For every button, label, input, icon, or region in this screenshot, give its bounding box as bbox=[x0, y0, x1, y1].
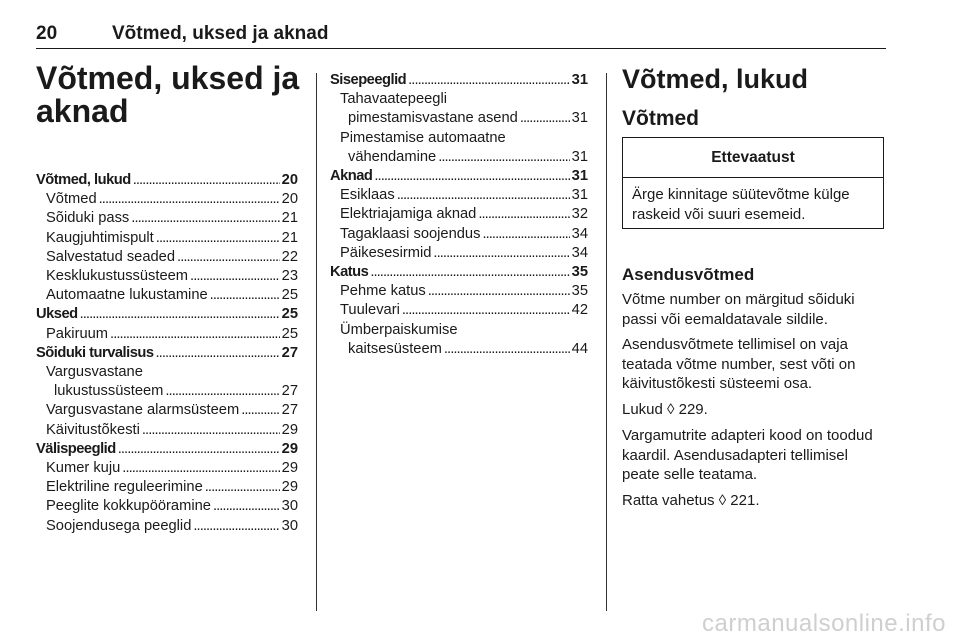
toc-page-number: 23 bbox=[281, 268, 298, 285]
subsection-heading: Võtmed bbox=[622, 107, 700, 130]
toc-page-number: 42 bbox=[571, 302, 588, 319]
toc-leader-dots bbox=[133, 171, 280, 190]
toc-leader-dots bbox=[193, 517, 279, 536]
toc-leader-dots bbox=[370, 263, 569, 282]
toc-entry-label: Tuulevari bbox=[340, 302, 400, 319]
toc-leader-dots bbox=[156, 344, 280, 363]
toc-entry-label: Pakiruum bbox=[46, 325, 109, 342]
toc-page-number: 29 bbox=[281, 440, 298, 457]
toc-entry bbox=[36, 401, 298, 420]
toc-page-number: 31 bbox=[571, 72, 588, 88]
subheading-replacement-keys: Asendusvõtmed bbox=[622, 265, 755, 284]
toc-leader-dots bbox=[402, 301, 570, 320]
toc-leader-dots bbox=[118, 440, 280, 459]
toc-leader-dots bbox=[131, 209, 279, 228]
toc-leader-dots bbox=[433, 244, 569, 263]
toc-entry bbox=[36, 325, 298, 344]
toc-page-number: 32 bbox=[571, 206, 588, 223]
toc-entry-label: kaitsesüsteem bbox=[348, 340, 442, 357]
toc-entry bbox=[36, 363, 298, 382]
toc-page-number: 35 bbox=[571, 264, 588, 281]
toc-entry bbox=[330, 282, 588, 301]
paragraph-5: Ratta vahetus ◊ 221. bbox=[622, 492, 760, 509]
toc-entry bbox=[330, 225, 588, 244]
toc-entry bbox=[330, 321, 588, 340]
toc-section-entry bbox=[330, 167, 588, 186]
toc-entry bbox=[330, 109, 588, 128]
toc-entry bbox=[330, 148, 588, 167]
toc-entry-label: Välispeeglid bbox=[36, 440, 116, 457]
toc-page-number: 21 bbox=[281, 210, 298, 227]
toc-leader-dots bbox=[374, 167, 569, 186]
toc-entry-label: Elektriajamiga aknad bbox=[340, 206, 477, 223]
toc-entry bbox=[36, 229, 298, 248]
toc-page-number: 29 bbox=[281, 460, 298, 477]
warning-title: Ettevaatust bbox=[623, 138, 883, 178]
toc-section-entry bbox=[36, 344, 298, 363]
toc-entry bbox=[36, 267, 298, 286]
toc-entry-label: Tahavaatepeegli bbox=[340, 91, 447, 108]
paragraph-4: Vargamutrite adapteri kood on toodud kaardil. Asendusadapteri tellimisel peate selle teatama. bbox=[622, 427, 873, 483]
toc-leader-dots bbox=[99, 190, 280, 209]
toc-leader-dots bbox=[428, 282, 570, 301]
toc-section-entry bbox=[36, 305, 298, 324]
toc-page-number: 20 bbox=[281, 191, 298, 208]
toc-leader-dots bbox=[210, 286, 280, 305]
toc-entry-label: Sõiduki turvalisus bbox=[36, 344, 154, 361]
toc-section-entry bbox=[36, 440, 298, 459]
toc-entry-label: Tagaklaasi soojendus bbox=[340, 225, 481, 242]
toc-page-number: 25 bbox=[281, 306, 298, 323]
toc-page-number: 27 bbox=[281, 344, 298, 361]
toc-leader-dots bbox=[205, 478, 280, 497]
toc-section-entry bbox=[36, 171, 298, 190]
page-header bbox=[36, 8, 886, 49]
toc-entry bbox=[36, 209, 298, 228]
toc-leader-dots bbox=[190, 267, 280, 286]
toc-entry bbox=[36, 248, 298, 267]
toc-page-number: 31 bbox=[571, 110, 588, 127]
toc-section-entry bbox=[330, 263, 588, 282]
toc-leader-dots bbox=[408, 71, 570, 90]
toc-page-number: 31 bbox=[571, 187, 588, 204]
toc-entry-label: Elektriline reguleerimine bbox=[46, 479, 203, 496]
toc-leader-dots bbox=[520, 109, 570, 128]
toc-entry-label: Pehme katus bbox=[340, 283, 426, 300]
toc-entry-label: Esiklaas bbox=[340, 187, 395, 204]
toc-entry-label: Salvestatud seaded bbox=[46, 248, 176, 265]
page-number: 20 bbox=[36, 23, 58, 44]
toc-entry-label: Võtmed, lukud bbox=[36, 172, 131, 188]
toc-section-entry bbox=[330, 71, 588, 90]
toc-entry bbox=[330, 129, 588, 148]
toc-page-number: 22 bbox=[281, 248, 298, 265]
toc-leader-dots bbox=[241, 401, 279, 420]
toc-page-number: 35 bbox=[571, 283, 588, 300]
toc-leader-dots bbox=[177, 248, 280, 267]
toc-page-number: 21 bbox=[281, 229, 298, 246]
toc-leader-dots bbox=[80, 305, 280, 324]
toc-page-number: 31 bbox=[571, 148, 588, 165]
toc-entry-label: Kesklukustussüsteem bbox=[46, 268, 189, 285]
paragraph-2: Asendusvõtmete tellimisel on vaja teatada võtme number, sest võti on käivitustõkesti süsteemi osa. bbox=[622, 336, 856, 392]
watermark: carmanualsonline.info bbox=[702, 610, 946, 637]
toc-leader-dots bbox=[110, 325, 280, 344]
toc-page-number: 25 bbox=[281, 325, 298, 342]
toc-entry-label: Võtmed bbox=[46, 191, 97, 208]
toc-page-number: 27 bbox=[281, 402, 298, 419]
paragraph-1: Võtme number on märgitud sõiduki passi või eemaldatavale sildile. bbox=[622, 291, 855, 328]
running-title: Võtmed, uksed ja aknad bbox=[112, 23, 329, 44]
toc-page-number: 34 bbox=[571, 225, 588, 242]
toc-entry bbox=[36, 497, 298, 516]
toc-entry-label: Käivitustõkesti bbox=[46, 421, 140, 438]
chapter-title: Võtmed, uksed ja aknad bbox=[36, 60, 300, 129]
toc-entry-label: Pimestamise automaatne bbox=[340, 129, 506, 146]
toc-entry-label: Katus bbox=[330, 264, 369, 281]
toc-entry bbox=[330, 205, 588, 224]
toc-entry bbox=[36, 421, 298, 440]
toc-entry bbox=[330, 244, 588, 263]
toc-entry-label: Soojendusega peeglid bbox=[46, 517, 192, 534]
toc-page-number: 34 bbox=[571, 244, 588, 261]
toc-page-number: 20 bbox=[281, 172, 298, 188]
toc-page-number: 27 bbox=[281, 383, 298, 400]
toc-leader-dots bbox=[478, 205, 569, 224]
toc-entry-label: pimestamisvastane asend bbox=[348, 110, 518, 127]
toc-leader-dots bbox=[156, 229, 280, 248]
toc-entry-label: Kaugjuhtimispult bbox=[46, 229, 154, 246]
toc-entry-label: lukustussüsteem bbox=[54, 383, 164, 400]
toc-column-1 bbox=[36, 171, 298, 536]
toc-entry-label: Automaatne lukustamine bbox=[46, 287, 208, 304]
warning-box bbox=[622, 137, 884, 229]
toc-entry bbox=[36, 286, 298, 305]
toc-leader-dots bbox=[397, 186, 570, 205]
toc-entry bbox=[330, 340, 588, 359]
toc-entry bbox=[36, 382, 298, 401]
toc-page-number: 31 bbox=[571, 168, 588, 185]
column-divider-1 bbox=[316, 73, 317, 611]
toc-leader-dots bbox=[213, 497, 280, 516]
toc-entry-label: Ümberpaiskumise bbox=[340, 321, 458, 338]
toc-leader-dots bbox=[142, 421, 280, 440]
toc-page-number: 30 bbox=[281, 517, 298, 534]
toc-entry-label: Sõiduki pass bbox=[46, 210, 130, 227]
toc-entry bbox=[36, 459, 298, 478]
toc-entry bbox=[330, 90, 588, 109]
toc-entry-label: Päikesesirmid bbox=[340, 244, 432, 261]
toc-leader-dots bbox=[122, 459, 279, 478]
toc-leader-dots bbox=[165, 382, 279, 401]
toc-entry-label: Sisepeeglid bbox=[330, 72, 407, 88]
toc-leader-dots bbox=[482, 225, 569, 244]
toc-page-number: 29 bbox=[281, 421, 298, 438]
toc-page-number: 30 bbox=[281, 498, 298, 515]
toc-column-2 bbox=[330, 71, 588, 359]
toc-entry bbox=[36, 478, 298, 497]
toc-entry-label: Vargusvastane bbox=[46, 364, 143, 381]
toc-entry-label: Peeglite kokkupööramine bbox=[46, 498, 211, 515]
toc-leader-dots bbox=[438, 148, 569, 167]
toc-entry-label: Uksed bbox=[36, 306, 78, 323]
toc-page-number: 44 bbox=[571, 340, 588, 357]
warning-text: Ärge kinnitage süütevõtme külge raskeid või suuri esemeid. bbox=[632, 186, 850, 223]
toc-page-number: 29 bbox=[281, 479, 298, 496]
toc-entry bbox=[36, 190, 298, 209]
toc-page-number: 25 bbox=[281, 287, 298, 304]
toc-entry bbox=[36, 517, 298, 536]
column-divider-2 bbox=[606, 73, 607, 611]
toc-entry bbox=[330, 186, 588, 205]
section-heading: Võtmed, lukud bbox=[622, 64, 809, 94]
toc-entry-label: Kumer kuju bbox=[46, 460, 121, 477]
paragraph-3: Lukud ◊ 229. bbox=[622, 401, 708, 418]
toc-entry-label: Aknad bbox=[330, 168, 373, 185]
toc-entry-label: Vargusvastane alarmsüsteem bbox=[46, 402, 240, 419]
toc-entry bbox=[330, 301, 588, 320]
toc-leader-dots bbox=[444, 340, 570, 359]
toc-entry-label: vähendamine bbox=[348, 148, 437, 165]
